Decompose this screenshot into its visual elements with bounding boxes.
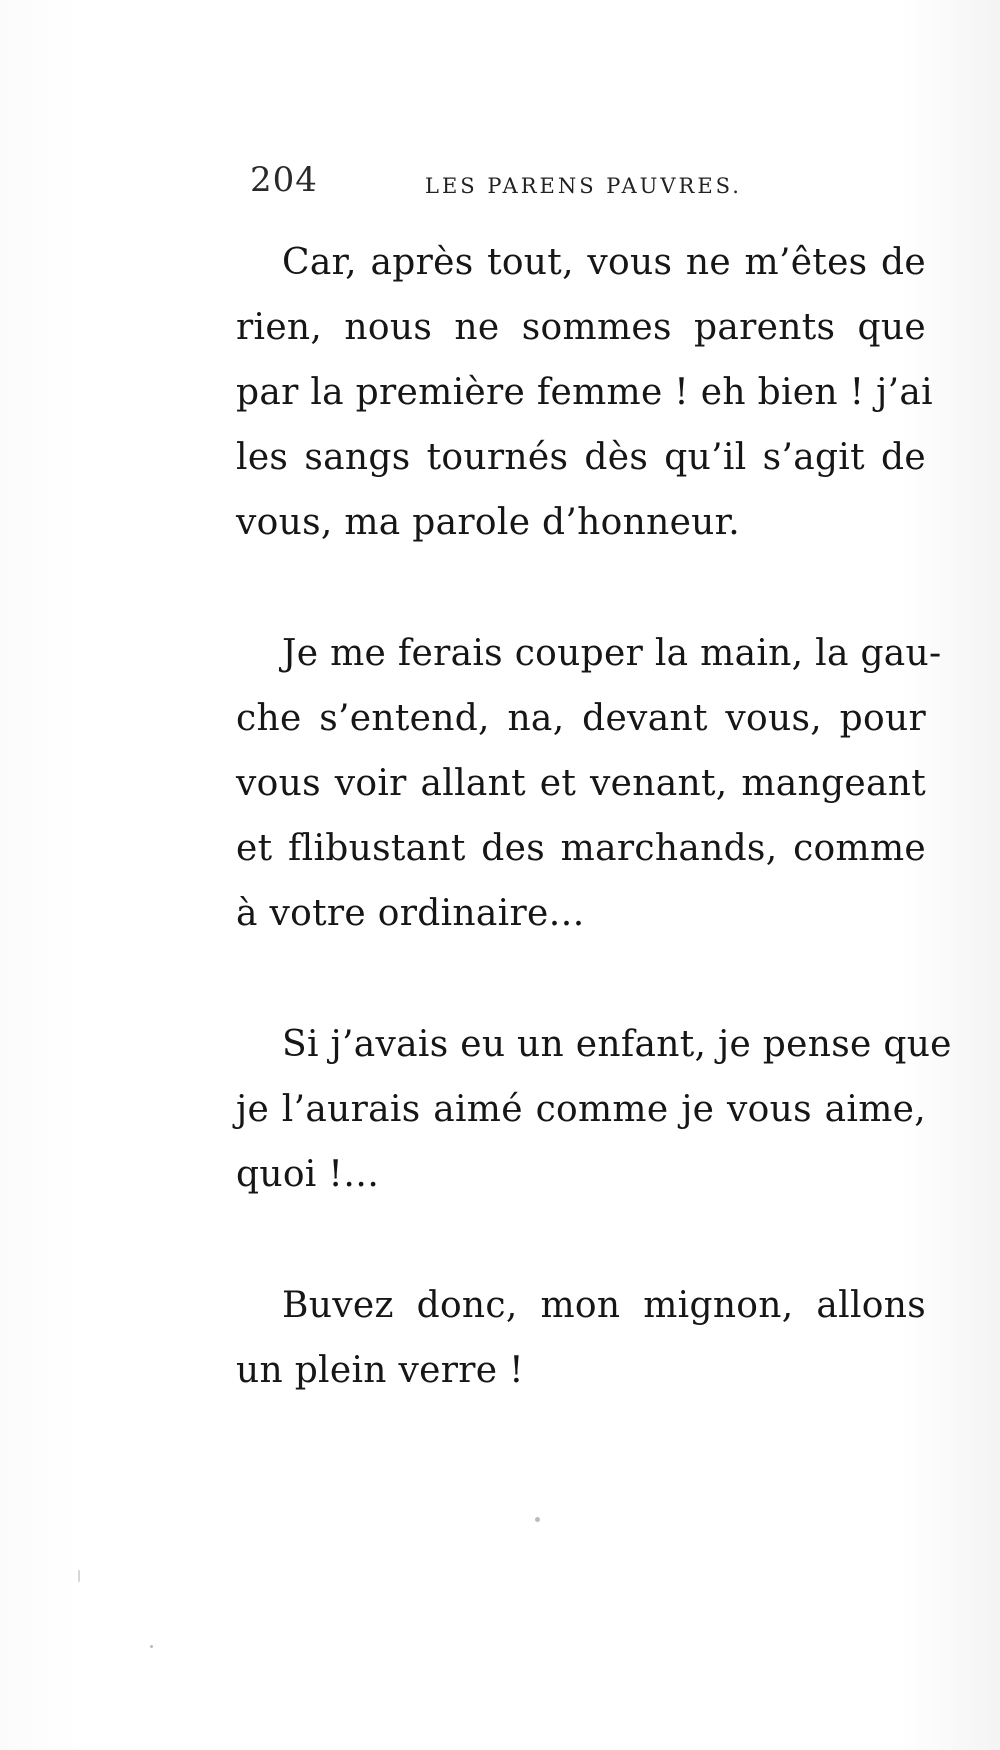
- text-line: un plein verre !: [236, 1350, 524, 1391]
- running-head: [250, 160, 760, 200]
- paragraph-1: [236, 230, 933, 555]
- paragraph-3: [236, 1012, 952, 1207]
- paper-speck: [535, 1517, 540, 1522]
- text-line: che s’entend, na, devant vous, pour: [236, 698, 926, 739]
- text-line: et flibustant des marchands, comme: [236, 828, 926, 869]
- page-number: 204: [250, 160, 318, 200]
- paragraph-2: [236, 621, 942, 946]
- text-line: les sangs tournés dès qu’il s’agit de: [236, 437, 926, 478]
- text-line: Je me ferais couper la main, la gau-: [282, 633, 942, 674]
- text-line: rien, nous ne sommes parents que: [236, 307, 926, 348]
- text-line: à votre ordinaire…: [236, 893, 585, 934]
- body-text: [236, 230, 952, 1469]
- text-line: quoi !…: [236, 1154, 380, 1195]
- text-line: je l’aurais aimé comme je vous aime,: [236, 1089, 926, 1130]
- text-line: Si j’avais eu un enfant, je pense que: [282, 1024, 952, 1065]
- paper-speck: [78, 1570, 80, 1582]
- running-title: LES PARENS PAUVRES.: [425, 174, 742, 198]
- text-line: par la première femme ! eh bien ! j’ai: [236, 372, 933, 413]
- text-line: vous voir allant et venant, mangeant: [236, 763, 926, 804]
- text-line: Car, après tout, vous ne m’êtes de: [282, 242, 926, 283]
- text-line: Buvez donc, mon mignon, allons: [282, 1285, 926, 1326]
- paper-speck: [150, 1645, 153, 1648]
- paragraph-4: [236, 1273, 926, 1403]
- text-line: vous, ma parole d’honneur.: [236, 502, 740, 543]
